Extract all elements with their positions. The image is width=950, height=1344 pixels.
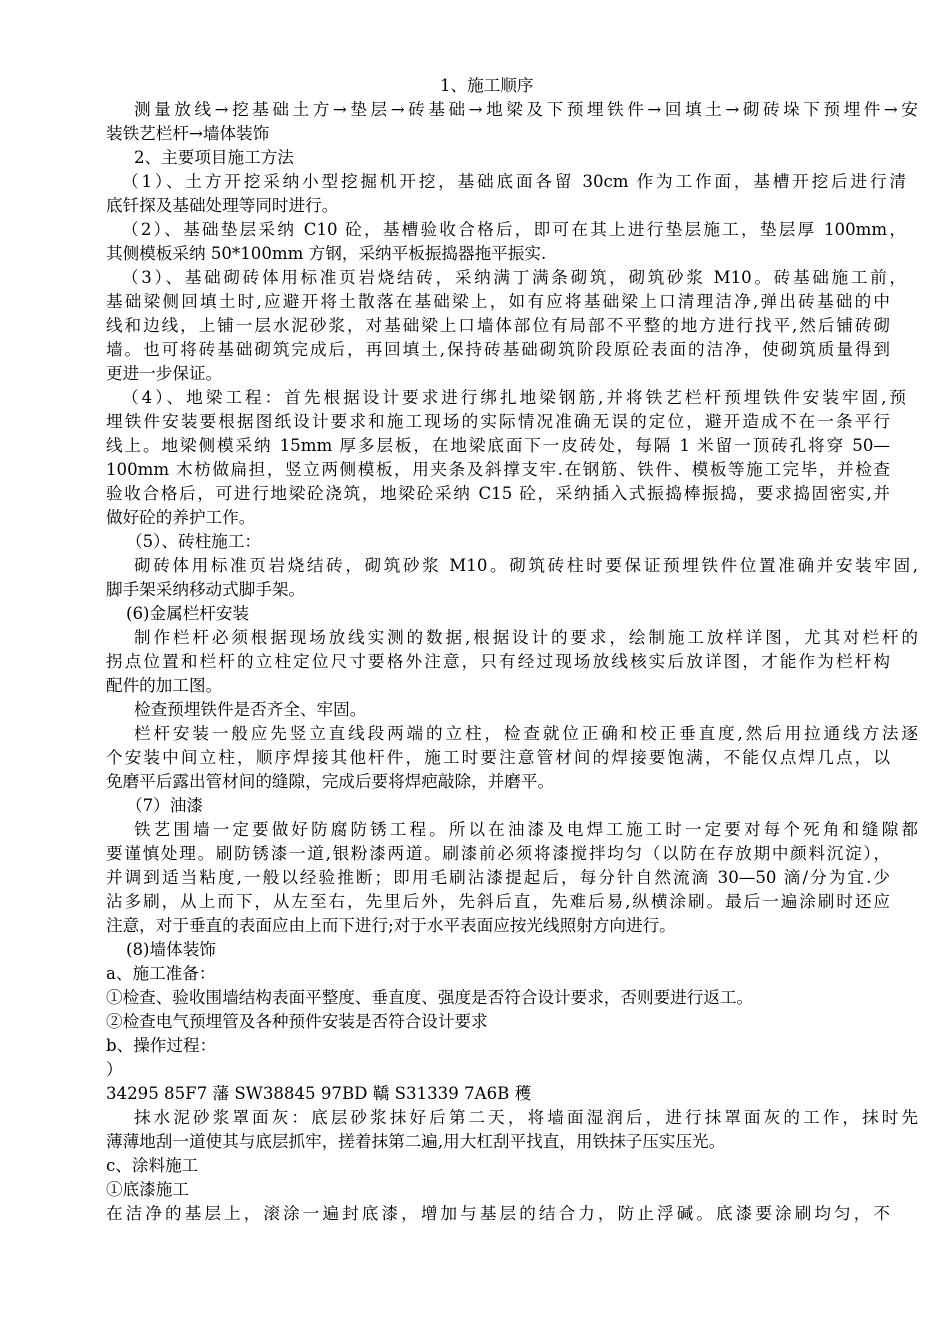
section-heading: （5）、砖柱施工：	[126, 532, 262, 551]
paragraph-line: （1）、土方开挖采纳小型挖掘机开挖，基础底面各留 30cm 作为工作面，基槽开挖后进行清	[122, 172, 906, 191]
paragraph-line: 在洁净的基层上，滚涂一遍封底漆，增加与基层的结合力，防止浮碱。底漆要涂刷均匀，不	[106, 1204, 890, 1223]
paragraph-line: 34295 85F7 藩 SW38845 97BD 鞽 S31339 7A6B 穫	[106, 1084, 532, 1103]
paragraph-line: 测量放线→挖基础土方→垫层→砖基础→地梁及下预埋铁件→回填土→砌砖垛下预埋件→安	[134, 100, 918, 119]
paragraph-line: （3）、基础砌砖体用标准页岩烧结砖，采纳满丁满条砌筑，砌筑砂浆 M10。砖基础施工前，	[122, 268, 906, 287]
paragraph-line: 100mm 木枋做扁担，竖立两侧模板，用夹条及斜撑支牢.在钢筋、铁件、模板等施工完毕，并检查	[106, 460, 890, 479]
paragraph-line: 薄薄地刮一道使其与底层抓牢，搓着抹第二遍,用大杠刮平找直，用铁抹子压实压光。	[106, 1132, 726, 1151]
paragraph-line: 装铁艺栏杆→墙体装饰	[106, 124, 270, 143]
section-heading: (8)墙体装饰	[126, 940, 216, 959]
paragraph-line: 拐点位置和栏杆的立柱定位尺寸要格外注意，只有经过现场放线核实后放详图，才能作为栏杆构	[106, 652, 890, 671]
paragraph-line: 要谨慎处理。刷防锈漆一道,银粉漆两道。刷漆前必须将漆搅拌均匀（以防在存放期中颜料沉淀），	[106, 844, 890, 863]
paragraph-line: 个安装中间立柱，顺序焊接其他杆件，施工时要注意管材间的焊接要饱满，不能仅点焊几点，以	[106, 748, 890, 767]
paragraph-line: 检查预埋铁件是否齐全、牢固。	[134, 700, 367, 719]
paragraph-line: 埋铁件安装要根据图纸设计要求和施工现场的实际情况准确无误的定位，避开造成不在一条平行	[106, 412, 890, 431]
subsection-heading: c、涂料施工	[106, 1156, 199, 1175]
paragraph-line: 底钎探及基础处理等同时进行。	[106, 196, 339, 215]
list-item: ①检查、验收围墙结构表面平整度、垂直度、强度是否符合设计要求，否则要进行返工。	[106, 988, 754, 1007]
paragraph-line: 铁艺围墙一定要做好防腐防锈工程。所以在油漆及电焊工施工时一定要对每个死角和缝隙都	[134, 820, 918, 839]
paragraph-line: 配件的加工图。	[106, 676, 223, 695]
section-heading: 2、主要项目施工方法	[134, 148, 294, 167]
paragraph-line: 做好砼的养护工作。	[106, 508, 256, 527]
subsection-heading: b、操作过程：	[106, 1036, 217, 1055]
paragraph-line: 墙。也可将砖基础砌筑完成后，再回填土,保持砖基础砌筑阶段原砼表面的洁净，使砌筑质量得到	[106, 340, 890, 359]
list-item: ②检查电气预埋管及各种预件安装是否符合设计要求	[106, 1012, 488, 1031]
subsection-heading: a、施工准备：	[106, 964, 216, 983]
paragraph-line: 线和边线，上铺一层水泥砂浆，对基础梁上口墙体部位有局部不平整的地方进行找平,然后铺砖砌	[106, 316, 890, 335]
paragraph-line: 脚手架采纳移动式脚手架。	[106, 580, 306, 599]
paragraph-line: 抹水泥砂浆罩面灰：底层砂浆抹好后第二天，将墙面湿润后，进行抹罩面灰的工作，抹时先	[134, 1108, 918, 1127]
paragraph-line: 注意，对于垂直的表面应由上而下进行;对于水平表面应按光线照射方向进行。	[106, 916, 676, 935]
paragraph-line: （2）、基础垫层采纳 C10 砼，基槽验收合格后，即可在其上进行垫层施工，垫层厚 100mm，	[122, 220, 906, 239]
paragraph-line: 线上。地梁侧模采纳 15mm 厚多层板，在地梁底面下一皮砖处，每隔 1 米留一顶砖孔将穿 50—	[106, 436, 890, 455]
section-heading: (6)金属栏杆安装	[126, 604, 250, 623]
paragraph-line: ）	[106, 1060, 123, 1079]
paragraph-line: 制作栏杆必须根据现场放线实测的数据,根据设计的要求，绘制施工放样详图，尤其对栏杆的	[134, 628, 918, 647]
paragraph-line: 沾多刷，从上而下，从左至右，先里后外，先斜后直，先难后易,纵横涂刷。最后一遍涂刷时还应	[106, 892, 890, 911]
section-heading: （7）油漆	[126, 796, 203, 815]
list-item: ①底漆施工	[106, 1180, 189, 1199]
paragraph-line: 砌砖体用标准页岩烧结砖，砌筑砂浆 M10。砌筑砖柱时要保证预埋铁件位置准确并安装牢固,	[134, 556, 918, 575]
section-heading: 1、施工顺序	[440, 76, 534, 95]
paragraph-line: 更进一步保证。	[106, 364, 223, 383]
paragraph-line: 基础梁侧回填土时,应避开将土散落在基础梁上，如有应将基础梁上口清理洁净,弹出砖基础的中	[106, 292, 890, 311]
paragraph-line: 验收合格后，可进行地梁砼浇筑，地梁砼采纳 C15 砼，采纳插入式振捣棒振捣，要求捣固密实,并	[106, 484, 890, 503]
paragraph-line: 并调到适当粘度,一般以经验推断；即用毛刷沾漆提起后，每分针自然流滴 30—50 滴/分为宜.少	[106, 868, 890, 887]
paragraph-line: 栏杆安装一般应先竖立直线段两端的立柱，检查就位正确和校正垂直度,然后用拉通线方法逐	[134, 724, 918, 743]
paragraph-line: （4）、地梁工程：首先根据设计要求进行绑扎地梁钢筋,并将铁艺栏杆预埋铁件安装牢固,预	[122, 388, 906, 407]
paragraph-line: 其侧模板采纳 50*100mm 方钢，采纳平板振捣器拖平振实.	[106, 244, 547, 263]
paragraph-line: 免磨平后露出管材间的缝隙，完成后要将焊疤敲除，并磨平。	[106, 772, 555, 791]
